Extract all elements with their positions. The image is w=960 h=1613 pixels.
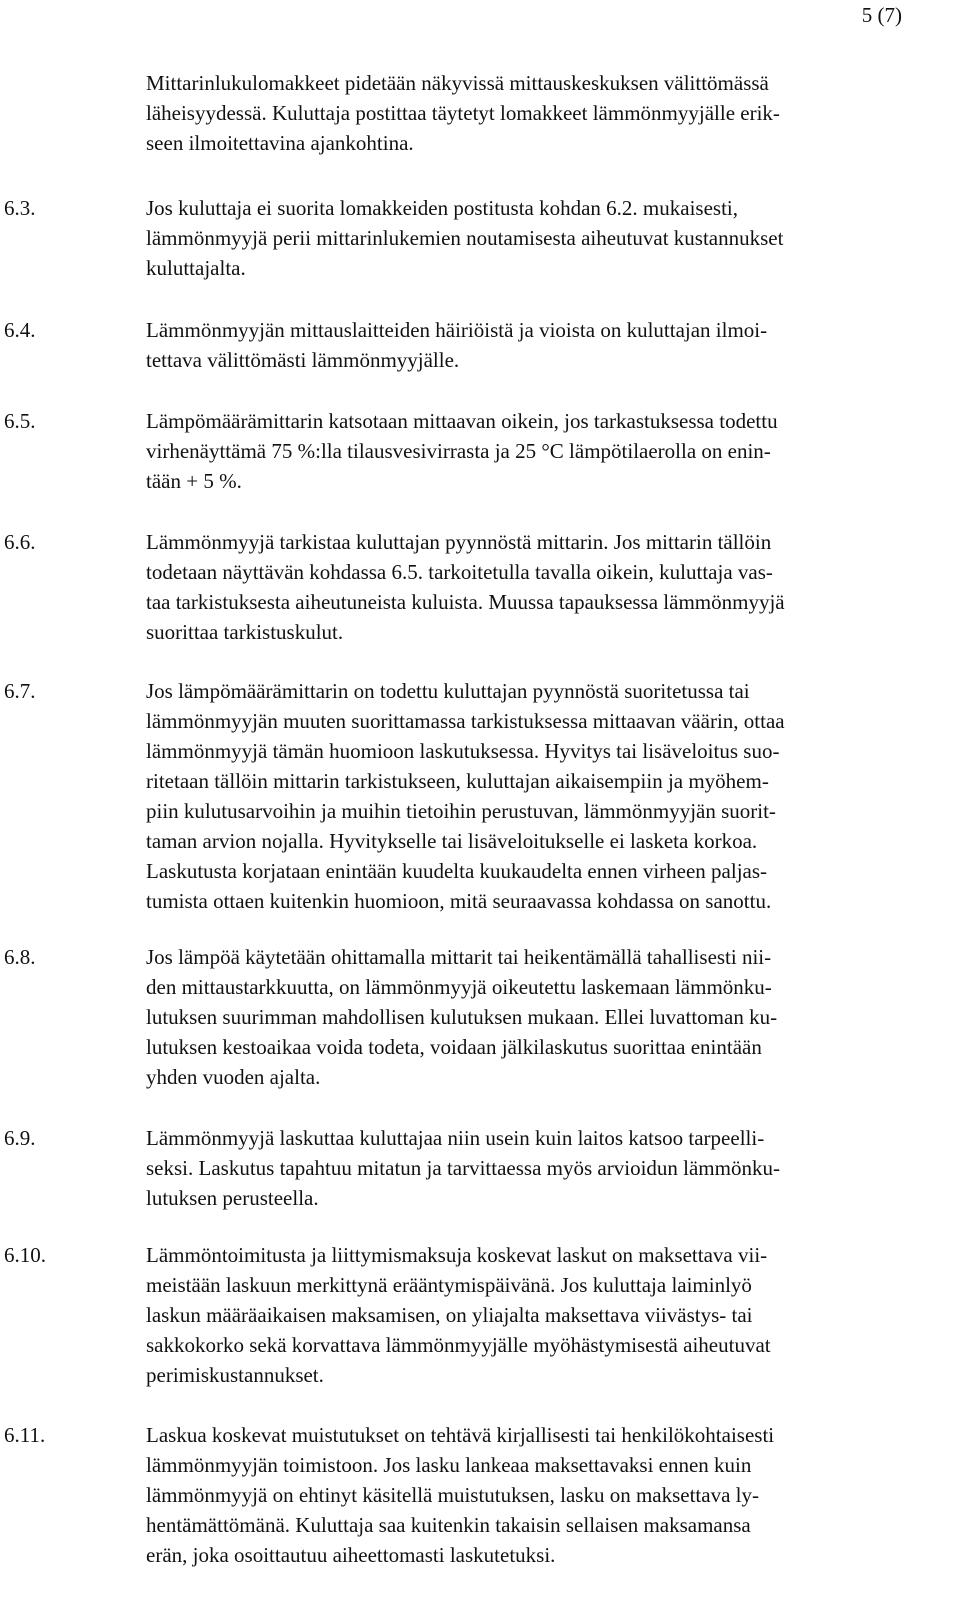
section-number: 6.8. bbox=[4, 945, 36, 969]
text-line: kuluttajalta. bbox=[146, 256, 246, 280]
text-line: Jos lämpömäärämittarin on todettu kuluttajan pyynnöstä suoritetussa tai bbox=[146, 679, 750, 703]
text-line: taa tarkistuksesta aiheutuneista kuluista. Muussa tapauksessa lämmönmyyjä bbox=[146, 590, 785, 614]
text-line: lämmönmyyjän muuten suorittamassa tarkistuksessa mittaavan väärin, ottaa bbox=[146, 709, 785, 733]
intro-text bbox=[146, 68, 936, 158]
text-line: lutuksen suurimman mahdollisen kulutuksen mukaan. Ellei luvattoman ku- bbox=[146, 1005, 778, 1029]
section-number: 6.7. bbox=[4, 679, 36, 703]
section-number: 6.4. bbox=[4, 318, 36, 342]
section-text bbox=[146, 527, 936, 647]
text-line: tettava välittömästi lämmönmyyjälle. bbox=[146, 348, 460, 372]
text-line: virhenäyttämä 75 %:lla tilausvesivirrasta ja 25 °C lämpötilaerolla on enin- bbox=[146, 439, 771, 463]
text-line: lämmönmyyjä on ehtinyt käsitellä muistutuksen, lasku on maksettava ly- bbox=[146, 1483, 759, 1507]
text-line: laskun määräaikaisen maksamisen, on yliajalta maksettava viivästys- tai bbox=[146, 1303, 753, 1327]
text-line: ritetaan tällöin mittarin tarkistukseen, kuluttajan aikaisempiin ja myöhem- bbox=[146, 769, 769, 793]
text-line: Jos lämpöä käytetään ohittamalla mittarit tai heikentämällä tahallisesti nii- bbox=[146, 945, 772, 969]
section-number: 6.11. bbox=[4, 1423, 46, 1447]
section-text bbox=[146, 1240, 936, 1390]
section-number: 6.5. bbox=[4, 409, 36, 433]
section-text bbox=[146, 1123, 936, 1213]
text-line: läheisyydessä. Kuluttaja postittaa täytetyt lomakkeet lämmönmyyjälle erik- bbox=[146, 101, 780, 125]
text-line: lämmönmyyjän toimistoon. Jos lasku lankeaa maksettavaksi ennen kuin bbox=[146, 1453, 752, 1477]
text-line: seen ilmoitettavina ajankohtina. bbox=[146, 131, 414, 155]
text-line: tumista ottaen kuitenkin huomioon, mitä seuraavassa kohdassa on sanottu. bbox=[146, 889, 772, 913]
text-line: Lämmönmyyjä tarkistaa kuluttajan pyynnöstä mittarin. Jos mittarin tällöin bbox=[146, 530, 772, 554]
text-line: lutuksen perusteella. bbox=[146, 1186, 319, 1210]
text-line: Lämmönmyyjä laskuttaa kuluttajaa niin usein kuin laitos katsoo tarpeelli- bbox=[146, 1126, 765, 1150]
section-text bbox=[146, 193, 936, 283]
text-line: perimiskustannukset. bbox=[146, 1363, 324, 1387]
section-number: 6.6. bbox=[4, 530, 36, 554]
section-text bbox=[146, 315, 936, 375]
text-line: den mittaustarkkuutta, on lämmönmyyjä oikeutettu laskemaan lämmönku- bbox=[146, 975, 772, 999]
section-text bbox=[146, 676, 936, 916]
text-line: erän, joka osoittautuu aiheettomasti laskutetuksi. bbox=[146, 1543, 556, 1567]
page-number: 5 (7) bbox=[861, 3, 902, 27]
text-line: hentämättömänä. Kuluttaja saa kuitenkin takaisin sellaisen maksamansa bbox=[146, 1513, 751, 1537]
text-line: lutuksen kestoaikaa voida todeta, voidaan jälkilaskutus suorittaa enintään bbox=[146, 1035, 762, 1059]
text-line: Laskutusta korjataan enintään kuudelta kuukaudelta ennen virheen paljas- bbox=[146, 859, 768, 883]
text-line: suorittaa tarkistuskulut. bbox=[146, 620, 344, 644]
section-number: 6.9. bbox=[4, 1126, 36, 1150]
section-text bbox=[146, 942, 936, 1092]
text-line: lämmönmyyjä tämän huomioon laskutuksessa. Hyvitys tai lisäveloitus suo- bbox=[146, 739, 780, 763]
text-line: Jos kuluttaja ei suorita lomakkeiden postitusta kohdan 6.2. mukaisesti, bbox=[146, 196, 738, 220]
text-line: todetaan näyttävän kohdassa 6.5. tarkoitetulla tavalla oikein, kuluttaja vas- bbox=[146, 560, 773, 584]
text-line: yhden vuoden ajalta. bbox=[146, 1065, 321, 1089]
section-text bbox=[146, 406, 936, 496]
text-line: tään + 5 %. bbox=[146, 469, 242, 493]
section-text bbox=[146, 1420, 936, 1570]
text-line: Lämmöntoimitusta ja liittymismaksuja koskevat laskut on maksettava vii- bbox=[146, 1243, 768, 1267]
text-line: Laskua koskevat muistutukset on tehtävä kirjallisesti tai henkilökohtaisesti bbox=[146, 1423, 775, 1447]
text-line: sakkokorko sekä korvattava lämmönmyyjälle myöhästymisestä aiheutuvat bbox=[146, 1333, 771, 1357]
text-line: taman arvion nojalla. Hyvitykselle tai lisäveloitukselle ei lasketa korkoa. bbox=[146, 829, 758, 853]
text-line: piin kulutusarvoihin ja muihin tietoihin perustuvan, lämmönmyyjän suorit- bbox=[146, 799, 776, 823]
section-number: 6.3. bbox=[4, 196, 36, 220]
text-line: Lämpömäärämittarin katsotaan mittaavan oikein, jos tarkastuksessa todettu bbox=[146, 409, 778, 433]
text-line: Mittarinlukulomakkeet pidetään näkyvissä mittauskeskuksen välittömässä bbox=[146, 71, 769, 95]
text-line: Lämmönmyyjän mittauslaitteiden häiriöistä ja vioista on kuluttajan ilmoi- bbox=[146, 318, 768, 342]
section-number: 6.10. bbox=[4, 1243, 46, 1267]
text-line: seksi. Laskutus tapahtuu mitatun ja tarvittaessa myös arvioidun lämmönku- bbox=[146, 1156, 780, 1180]
text-line: lämmönmyyjä perii mittarinlukemien noutamisesta aiheutuvat kustannukset bbox=[146, 226, 784, 250]
text-line: meistään laskuun merkittynä erääntymispäivänä. Jos kuluttaja laiminlyö bbox=[146, 1273, 752, 1297]
